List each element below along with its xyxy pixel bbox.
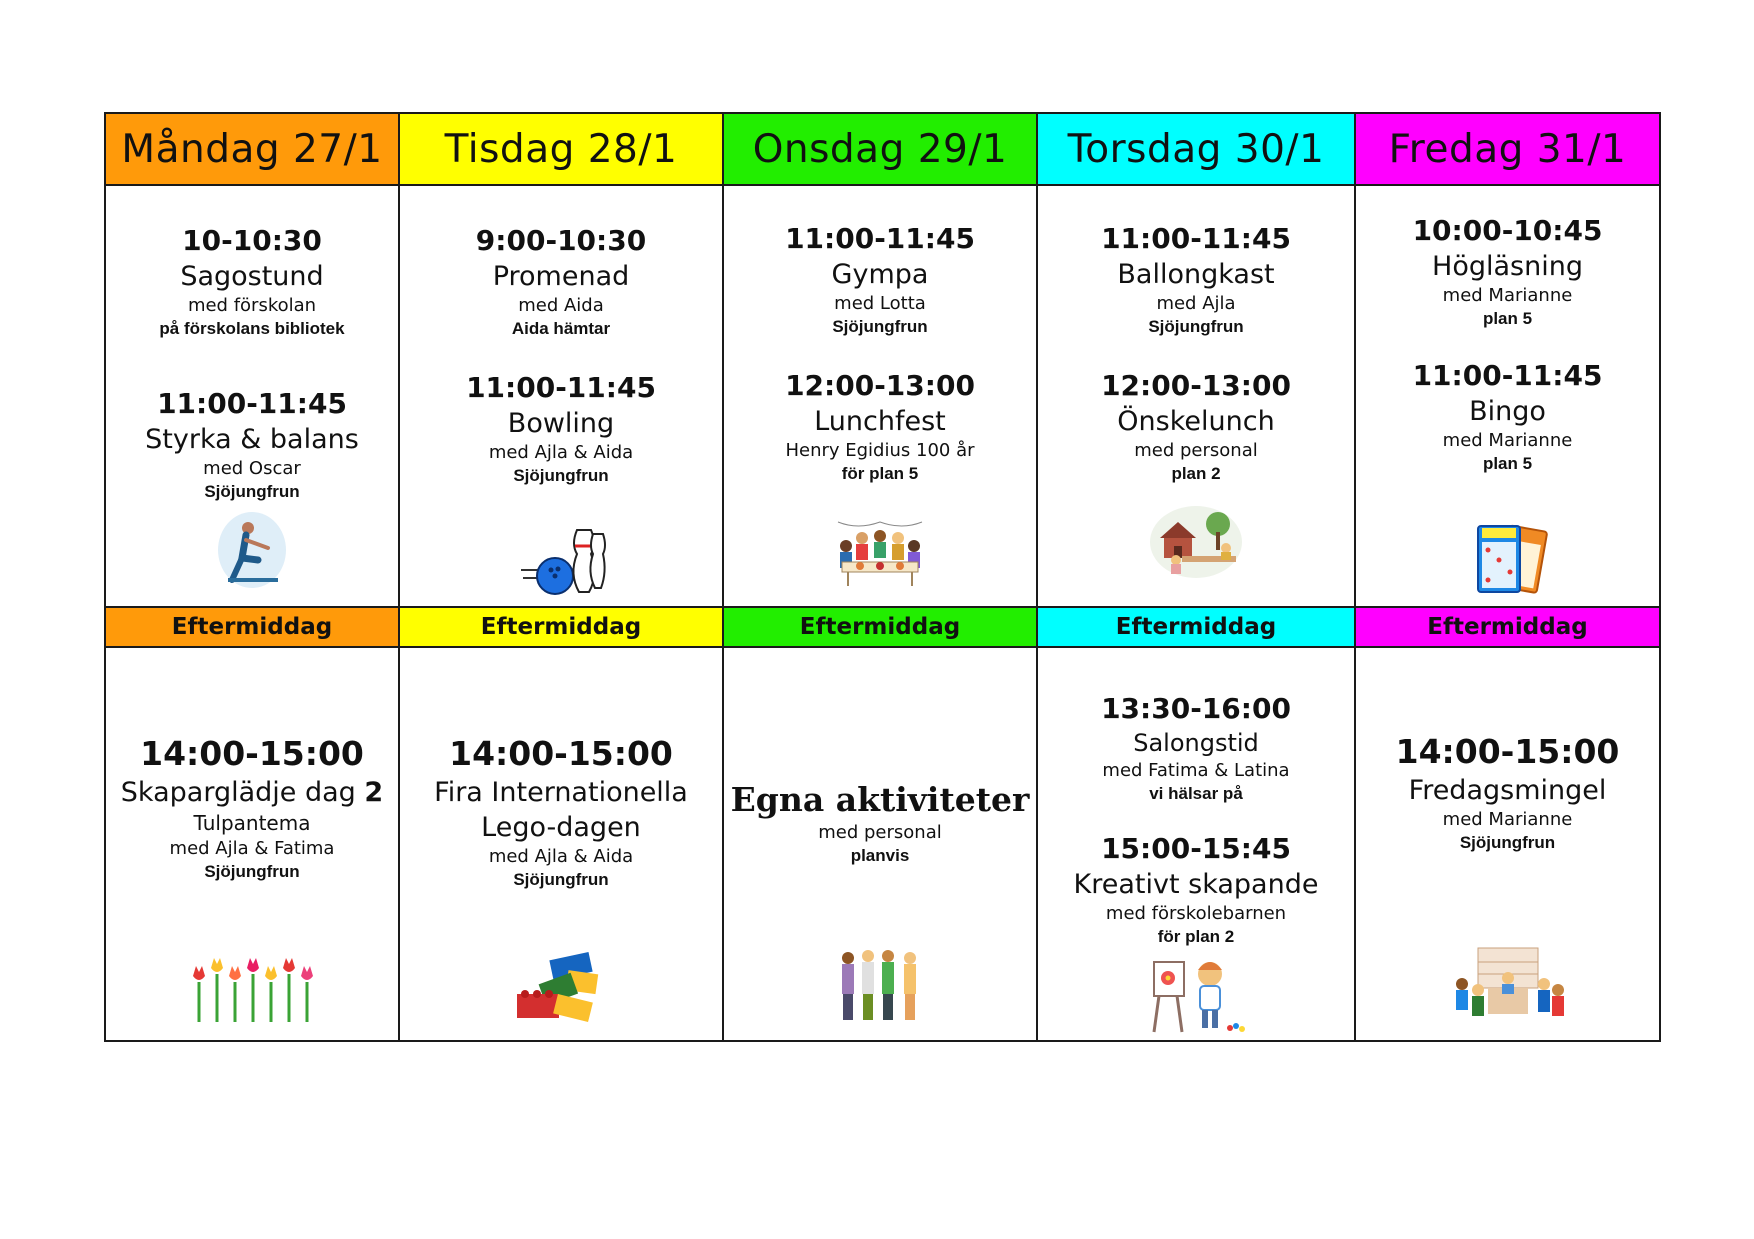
morning-cell-thursday	[1037, 185, 1355, 607]
picnic-icon	[1144, 498, 1248, 578]
event-time: 12:00-13:00	[1101, 369, 1291, 402]
event-title: Egna aktiviteter	[730, 780, 1030, 819]
event-time: 11:00-11:45	[157, 387, 347, 420]
event-title: Önskelunch	[1117, 406, 1275, 437]
event-title: Skaparglädje dag 2	[120, 777, 384, 808]
afternoon-row	[105, 647, 1660, 1041]
morning-cell-tuesday	[399, 185, 723, 607]
event-location: Sjöjungfrun	[1459, 833, 1556, 852]
event-host: med Marianne	[1442, 285, 1573, 306]
event-time: 11:00-11:45	[1412, 359, 1603, 392]
event-location: på förskolans bibliotek	[159, 319, 345, 338]
event-location: Sjöjungfrun	[1148, 317, 1244, 336]
event-host: med Marianne	[1442, 809, 1573, 830]
people-group-icon	[828, 944, 932, 1024]
day-header-row	[105, 113, 1660, 185]
morning-cell-monday	[105, 185, 399, 607]
event-host: med Aida	[518, 295, 604, 316]
event-host: med Marianne	[1442, 430, 1573, 451]
day-header-monday: Måndag 27/1	[105, 113, 399, 185]
event-host: med Fatima & Latina	[1102, 760, 1290, 781]
afternoon-cell-wednesday	[723, 647, 1037, 1041]
event-title: Fredagsmingel	[1408, 775, 1607, 806]
morning-cell-friday	[1355, 185, 1660, 607]
event-location: Sjöjungfrun	[513, 466, 609, 485]
event-host: med personal	[818, 822, 942, 843]
event-time: 10:00-10:45	[1412, 214, 1603, 247]
event-time: 14:00-15:00	[449, 734, 673, 773]
weekly-schedule-table	[104, 112, 1661, 1042]
event-location: Aida hämtar	[511, 319, 611, 338]
event-host: med Ajla & Aida	[488, 442, 634, 463]
bingo-cards-icon	[1456, 520, 1560, 600]
event-time: 10-10:30	[182, 224, 322, 257]
event-time: 11:00-11:45	[1101, 222, 1291, 255]
event-time: 13:30-16:00	[1101, 692, 1291, 725]
lunch-party-icon	[828, 510, 932, 590]
day-header-tuesday: Tisdag 28/1	[399, 113, 723, 185]
event-host: med personal	[1134, 440, 1258, 461]
event-host: med förskolebarnen	[1105, 903, 1287, 924]
event-title: Kreativt skapande	[1073, 869, 1319, 900]
event-host: Henry Egidius 100 år	[785, 440, 975, 461]
exercise-icon	[200, 508, 304, 588]
afternoon-cell-monday	[105, 647, 399, 1041]
event-location: plan 2	[1171, 464, 1221, 483]
day-header-thursday: Torsdag 30/1	[1037, 113, 1355, 185]
afternoon-header-row	[105, 607, 1660, 647]
event-time: 14:00-15:00	[1395, 732, 1620, 771]
event-host: med Ajla	[1156, 293, 1236, 314]
afternoon-cell-thursday	[1037, 647, 1355, 1041]
event-title: Ballongkast	[1117, 259, 1275, 290]
event-title: Bowling	[507, 408, 615, 439]
tulips-icon	[186, 946, 318, 1026]
bowling-icon	[509, 520, 613, 600]
day-header-wednesday: Onsdag 29/1	[723, 113, 1037, 185]
morning-cell-wednesday	[723, 185, 1037, 607]
event-location: planvis	[850, 846, 910, 865]
event-time: 9:00-10:30	[475, 224, 647, 257]
event-location: för plan 5	[841, 464, 919, 483]
morning-row	[105, 185, 1660, 607]
event-title: Högläsning	[1432, 251, 1583, 282]
event-title: Gympa	[831, 259, 929, 290]
event-theme: Tulpantema	[193, 811, 311, 835]
afternoon-header-tuesday: Eftermiddag	[399, 607, 723, 647]
event-title: Salongstid	[1133, 729, 1259, 757]
event-location: plan 5	[1482, 309, 1533, 328]
event-title-line2: Lego-dagen	[481, 812, 641, 843]
painting-child-icon	[1144, 954, 1248, 1034]
lego-bricks-icon	[509, 948, 613, 1028]
event-time: 11:00-11:45	[466, 371, 656, 404]
afternoon-header-friday: Eftermiddag	[1355, 607, 1660, 647]
afternoon-cell-friday	[1355, 647, 1660, 1041]
event-time: 12:00-13:00	[785, 369, 975, 402]
event-host: med förskolan	[187, 295, 317, 316]
event-title: Sagostund	[180, 261, 324, 292]
afternoon-header-monday: Eftermiddag	[105, 607, 399, 647]
event-title: Lunchfest	[814, 406, 946, 437]
event-title: Bingo	[1469, 396, 1546, 427]
event-title: Promenad	[492, 261, 630, 292]
afternoon-header-wednesday: Eftermiddag	[723, 607, 1037, 647]
event-location: Sjöjungfrun	[204, 482, 300, 501]
event-time: 15:00-15:45	[1101, 832, 1291, 865]
event-location: vi hälsar på	[1149, 784, 1243, 803]
social-gathering-icon	[1448, 944, 1568, 1024]
event-location: Sjöjungfrun	[513, 870, 609, 889]
event-location: Sjöjungfrun	[832, 317, 928, 336]
event-location: plan 5	[1482, 454, 1533, 473]
event-host: med Oscar	[203, 458, 301, 479]
event-time: 11:00-11:45	[785, 222, 975, 255]
event-host: med Ajla & Aida	[488, 846, 634, 867]
event-location: för plan 2	[1157, 927, 1235, 946]
event-title: Styrka & balans	[145, 424, 359, 455]
event-time: 14:00-15:00	[140, 734, 364, 773]
afternoon-header-thursday: Eftermiddag	[1037, 607, 1355, 647]
event-host: med Lotta	[834, 293, 926, 314]
afternoon-cell-tuesday	[399, 647, 723, 1041]
event-host: med Ajla & Fatima	[169, 838, 335, 859]
event-location: Sjöjungfrun	[204, 862, 300, 881]
day-header-friday: Fredag 31/1	[1355, 113, 1660, 185]
event-title: Fira Internationella	[434, 777, 688, 808]
